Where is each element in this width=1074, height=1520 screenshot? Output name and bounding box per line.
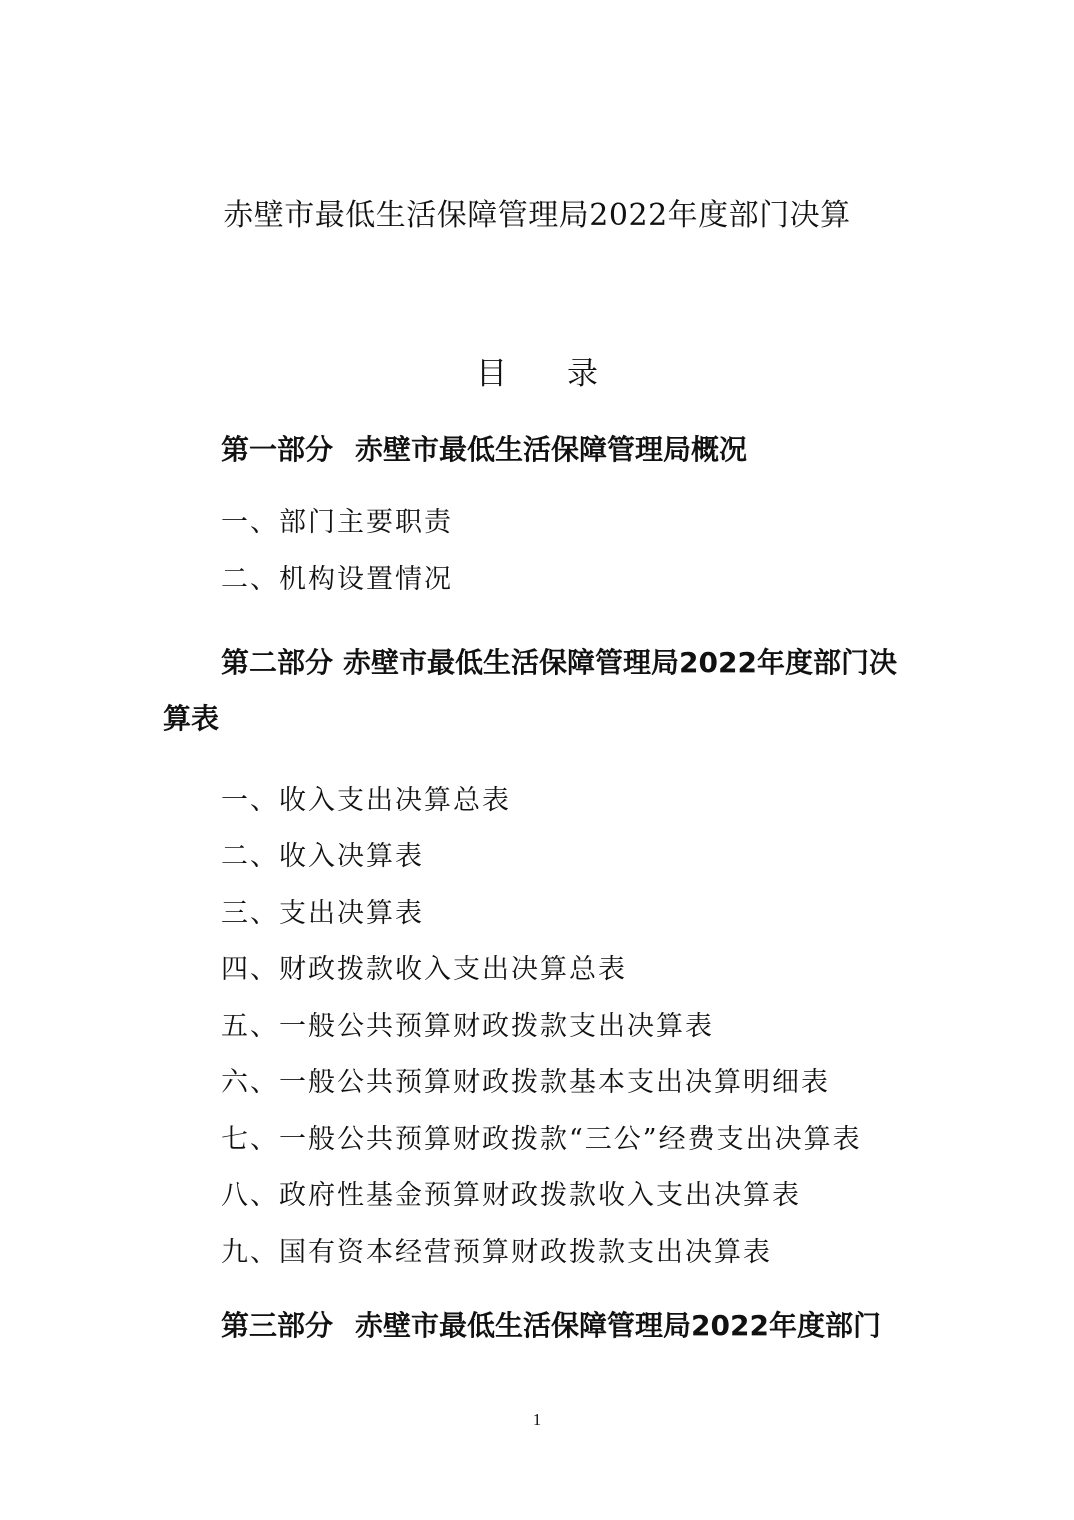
page-number: 1 (532, 1410, 542, 1429)
part-one-heading (163, 422, 923, 478)
toc-item-2-8: 八、政府性基金预算财政拨款收入支出决算表 (221, 1180, 801, 1211)
toc-item-1-2: 二、机构设置情况 (221, 564, 453, 595)
part-two-heading (163, 635, 923, 747)
toc-heading (0, 348, 1074, 393)
toc-heading-left: 目 (476, 356, 507, 392)
toc-item-2-1: 一、收入支出决算总表 (221, 785, 511, 816)
toc-item-2-4: 四、财政拨款收入支出决算总表 (221, 954, 627, 985)
part-two-text: 赤壁市最低生活保障管理局2022年度部门决算表 (163, 646, 897, 735)
toc-item-2-6: 六、一般公共预算财政拨款基本支出决算明细表 (221, 1067, 830, 1098)
document-title: 赤壁市最低生活保障管理局2022年度部门决算 (223, 198, 851, 233)
part-three-label: 第三部分 (221, 1309, 334, 1342)
toc-item-2-2: 二、收入决算表 (221, 841, 424, 872)
toc-item-2-9: 九、国有资本经营预算财政拨款支出决算表 (221, 1237, 772, 1268)
part-three-text: 赤壁市最低生活保障管理局2022年度部门 (355, 1309, 881, 1342)
toc-item-2-7: 七、一般公共预算财政拨款“三公”经费支出决算表 (221, 1124, 862, 1155)
part-two-label: 第二部分 (221, 646, 334, 679)
part-one-text: 赤壁市最低生活保障管理局概况 (355, 433, 748, 466)
toc-item-1-1: 一、部门主要职责 (221, 507, 453, 538)
part-three-heading (163, 1298, 923, 1354)
toc-heading-right: 录 (567, 356, 598, 392)
toc-item-2-3: 三、支出决算表 (221, 898, 424, 929)
part-one-label: 第一部分 (221, 433, 334, 466)
toc-item-2-5: 五、一般公共预算财政拨款支出决算表 (221, 1011, 714, 1042)
